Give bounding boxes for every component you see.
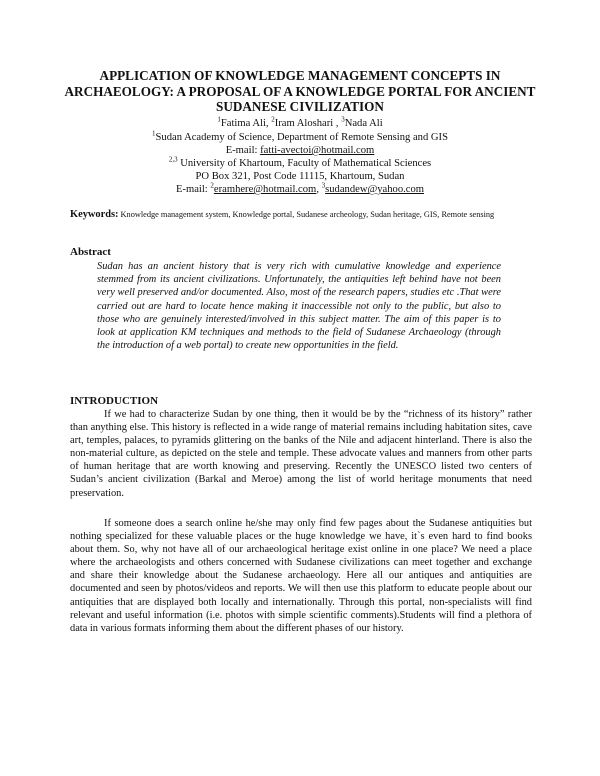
email-link-1[interactable]: fatti-avectoi@hotmail.com [260,145,375,156]
affiliation-2-sup: 2,3 [168,155,178,164]
affiliation-2 [60,157,540,170]
author-1: Fatima Ali, [220,118,272,129]
affiliation-2-text: University of Khartoum, Faculty of Mathematical Sciences [177,158,432,169]
email-link-2[interactable]: eramhere@hotmail.com [213,184,317,195]
author-2-sup: 2 [271,115,275,124]
author-3: Nada Ali [344,118,383,129]
affiliation-1-email-line [60,144,540,157]
affiliation-1-sup: 1 [152,129,156,138]
abstract-text: Sudan has an ancient history that is very rich with cumulative knowledge and experience stemmed from its ancient civilizations. Unfortunately, the antiquities left behind have not been very well preserved and/or documented. Also, most of the research papers, studies etc .That were carried out are hard to locate hence making it inaccessible not only to the public, but also to those who are genuinely interested/involved in this subject matter. The aim of this paper is to look at application KM techniques and methods to the field of Sudanese Archaeology (through the introduction of a web portal) to create new opportunities in the field. [97,261,501,352]
email-2-sup: 2 [210,181,214,190]
affiliation-2-address: PO Box 321, Post Code 11115, Khartoum, Sudan [195,171,405,182]
author-2: Iram Aloshari , [274,118,342,129]
keywords-block [70,209,532,221]
affiliation-1 [60,131,540,144]
author-3-sup: 3 [341,115,345,124]
abstract-heading: Abstract [70,246,111,258]
keywords-label: Keywords: [70,209,119,220]
author-1-sup: 1 [217,115,221,124]
paper-title: APPLICATION OF KNOWLEDGE MANAGEMENT CONCEPTS IN ARCHAEOLOGY: A PROPOSAL OF A KNOWLEDGE PORTAL FOR ANCIENT SUDANESE CIVILIZATION [64,68,536,114]
affiliation-2-email-line [60,183,540,196]
keywords-text: Knowledge management system, Knowledge portal, Sudanese archeology, Sudan heritage, GIS, Remote sensing [118,210,495,219]
email-3-sup: 3 [321,181,326,190]
email-separator: , [316,184,322,195]
introduction-heading: INTRODUCTION [70,395,159,407]
introduction-paragraph-1: If we had to characterize Sudan by one thing, then it would be by the “richness of its history” rather than anything else. This history is reflected in a wide range of material remains including habitation sites, cave art, temples, palaces, to pyramids glittering on the banks of the Nile and adjacent hinterland. There is also the non-material culture, as depicted on the stele and temple. These advocate values and manners from other parts of human heritage that are worth knowing and preserving. Recently the UNESCO listed two centers of Sudan’s ancient civilization (Barkal and Meroe) among the list of world heritage monuments that need preservation. [70,409,532,499]
affiliation-1-text: Sudan Academy of Science, Department of Remote Sensing and GIS [155,132,448,143]
author-line [60,117,540,130]
introduction-paragraph-2: If someone does a search online he/she may only find few pages about the Sudanese antiquities but nothing specialized for these valuable places or the huge knowledge we have, it`s even hard to find books about them. So, why not have all of our archaeological heritage exist online in one place? We need a place where the archaeologists and others concerned with Sudanese civilizations can meet together and exchange and share their knowledge about the Sudanese archaeology. Here all our antiques and antiquities are documented and seen by photos/videos and reports. We will then use this platform to educate people about our antiquities that are displayed both locally and internationally. Through this portal, non-specialists will find relevant and useful information (i.e. photos with simple scientific comments).Students will find a plethora of data in various formats informing them about the different phases of our history. [70,518,532,634]
email-label: E-mail: [225,145,261,156]
email-link-3[interactable]: sudandew@yahoo.com [325,184,425,195]
email-label: E-mail: [175,184,211,195]
